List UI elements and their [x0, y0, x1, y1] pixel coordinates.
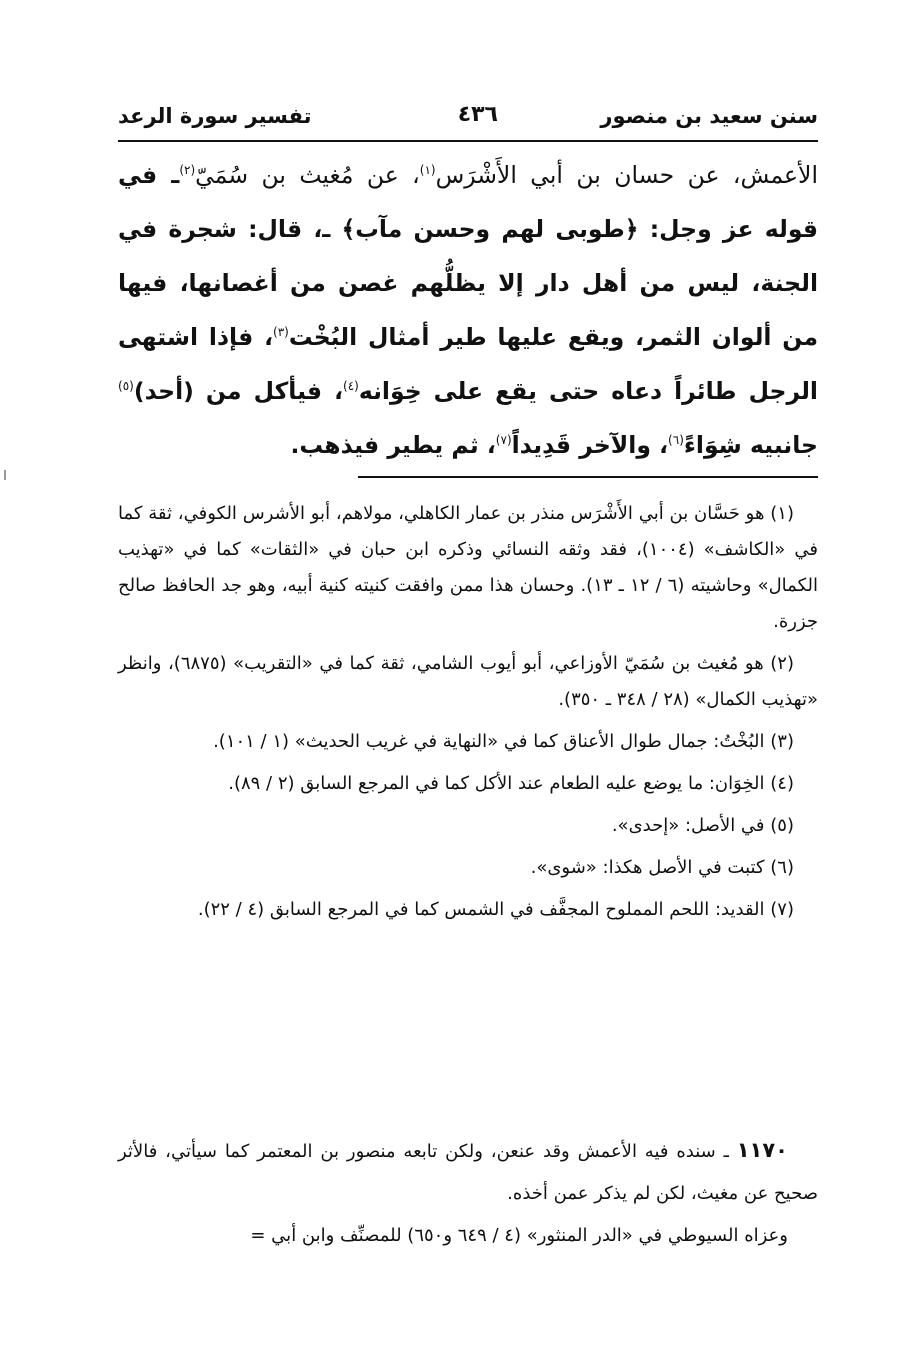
- page-number: ٤٣٦: [457, 102, 498, 127]
- footnote-5: (٥) في الأصل: «إحدى».: [611, 815, 794, 836]
- footnote-ref-1: (١): [419, 163, 436, 177]
- footnote-ref-7: (٧): [495, 433, 512, 447]
- footnote-ref-6: (٦): [668, 433, 684, 447]
- book-page: [118, 96, 818, 1296]
- matn-text-3: ، فيأكل من (أحد): [133, 377, 344, 405]
- commentary-paragraph-1: [118, 1129, 818, 1215]
- commentary: [118, 1129, 818, 1257]
- margin-mark: [4, 470, 6, 480]
- footnote-ref-4: (٤): [343, 379, 359, 393]
- footnote-ref-2: (٢): [179, 163, 196, 177]
- matn-text-6: ، ثم يطير فيذهب.: [290, 431, 496, 459]
- isnad-text: الأعمش، عن حسان بن أبي الأَشْرَس: [435, 161, 818, 189]
- footnote-ref-5: (٥): [118, 379, 134, 393]
- page-header: [118, 96, 818, 140]
- matn-text-2: ، فإذا اشتهى الرجل طائراً دعاه حتى يقع على خِوَانه: [118, 323, 818, 405]
- footnote-2: (٢) هو مُغيث بن سُمَيّ الأوزاعي، أبو أيوب الشامي، ثقة كما في «التقريب» (٦٨٧٥)، وانظر «تهذيب الكمال» (٢٨ / ٣٤٨ ـ ٣٥٠).: [118, 653, 818, 710]
- matn-text-5: ، والآخر قَدِيداً: [511, 431, 669, 459]
- commentary-text-1: ـ سنده فيه الأعمش وقد عنعن، ولكن تابعه منصور بن المعتمر كما سيأتي، فالأثر صحيح عن مغيث، لكن لم يذكر عمن أخذه.: [118, 1141, 818, 1204]
- footnote-4: (٤) الخِوَان: ما يوضع عليه الطعام عند الأكل كما في المرجع السابق (٢ / ٨٩).: [228, 773, 794, 794]
- main-paragraph: [118, 148, 818, 472]
- footnote-7: (٧) القديد: اللحم المملوح المجفَّف في الشمس كما في المرجع السابق (٤ / ٢٢).: [197, 899, 794, 920]
- footnote-separator: [358, 476, 818, 478]
- hadith-number: ١١٧٠: [736, 1138, 788, 1162]
- matn-text-1: ـ في قوله عز وجل: ﴿طوبى لهم وحسن مآب﴾ ـ، قال: شجرة في الجنة، ليس من أهل دار إلا يظلُّهم غصن من أغصانها، فيها من ألوان الثمر، ويقع عليها طير أمثال البُخْت: [118, 161, 819, 351]
- commentary-paragraph-2: وعزاه السيوطي في «الدر المنثور» (٤ / ٦٤٩ و٦٥٠) للمصنِّف وابن أبي =: [250, 1225, 788, 1246]
- header-rule: [118, 140, 818, 142]
- footnote-6: (٦) كتبت في الأصل هكذا: «شوى».: [530, 857, 794, 878]
- matn-text-4: جانبيه شِوَاءً: [683, 431, 818, 459]
- footnote-ref-3: (٣): [273, 325, 289, 339]
- footnote-1: (١) هو حَسَّان بن أبي الأَشْرَس منذر بن عمار الكاهلي، مولاهم، أبو الأشرس الكوفي، ثقة كما في «الكاشف» (١٠٠٤)، فقد وثقه النسائي وذكره ابن حبان في «الثقات» كما في «تهذيب الكمال» وحاشيته (٦ / ١٢ ـ ١٣). وحسان هذا ممن وافقت كنيته كنية أبيه، وهو جد الحافظ صالح جزرة.: [118, 503, 819, 632]
- footnote-3: (٣) البُخْتُ: جمال طوال الأعناق كما في «النهاية في غريب الحديث» (١ / ١٠١).: [213, 731, 794, 752]
- section-title: تفسير سورة الرعد: [118, 104, 312, 128]
- footnotes: [118, 496, 818, 934]
- isnad-text-2: ، عن مُغيث بن سُمَيّ: [195, 161, 420, 189]
- book-title: سنن سعيد بن منصور: [600, 104, 818, 128]
- main-text: [118, 148, 818, 472]
